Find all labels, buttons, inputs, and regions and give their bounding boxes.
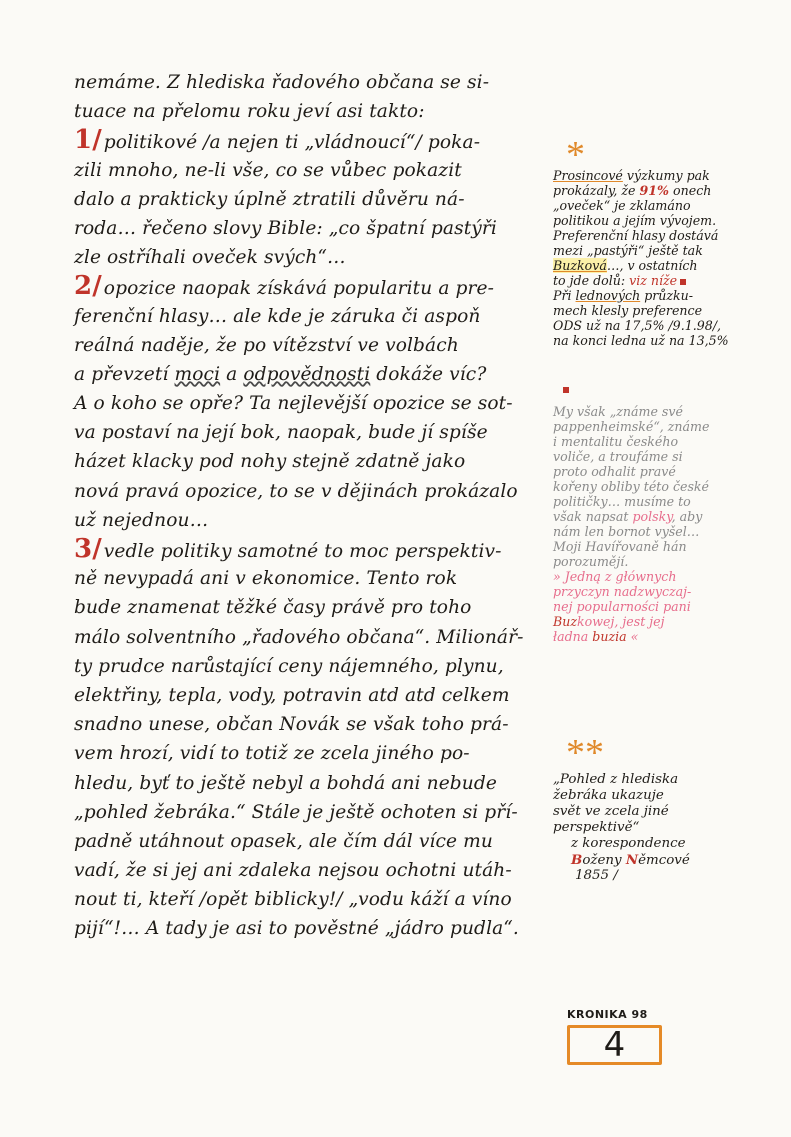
text-line: padně utáhnout opasek, ale čím dál více mu <box>74 830 493 852</box>
page-number: 4 <box>603 1025 626 1065</box>
note-line <box>553 258 787 273</box>
text-line: A o koho se opře? Ta nejlevější opozice se sot- <box>74 393 513 415</box>
note-span: prokázaly, že <box>553 183 636 198</box>
note-line: porozumějí. <box>553 554 629 569</box>
note-line: » Jedną z głównych <box>553 569 677 584</box>
note-line: svět ve zcela jiné <box>553 804 669 819</box>
note-line: My však „známe své <box>553 404 683 419</box>
point-number-3: 3/ <box>74 534 102 564</box>
note-line <box>553 629 787 644</box>
note-line: kořeny obliby této české <box>553 479 710 494</box>
text-line: roda… řečeno slovy Bible: „co špatní pastýři <box>74 217 497 239</box>
note-span: Prosincové <box>553 168 623 183</box>
text-line: bude znamenat těžké časy právě pro toho <box>74 597 472 619</box>
text-line: elektřiny, tepla, vody, potravin atd atd celkem <box>74 684 510 706</box>
note-span: « <box>626 629 639 644</box>
side-note-polish <box>553 404 787 644</box>
note-line: politikou a jejím vývojem. <box>553 213 717 228</box>
text-line: nová pravá opozice, to se v dějinách prokázalo <box>74 480 518 502</box>
point-number-1: 1/ <box>74 125 102 156</box>
text-line: už nejednou… <box>74 509 209 531</box>
page-number-box <box>567 1025 662 1065</box>
note-span: však napsat <box>553 509 629 524</box>
note-line: „Pohled z hlediska <box>553 772 679 787</box>
note-span: polsky <box>632 509 672 524</box>
text-line <box>74 126 552 155</box>
note-line: mezi „pastýři“ ještě tak <box>553 243 703 258</box>
name-buzkova: Buzková <box>553 258 607 273</box>
text-line <box>74 360 552 389</box>
note-span: oženy <box>582 853 626 868</box>
text-line: nout ti, kteří /opět biblicky!/ „vodu káží a víno <box>74 889 512 911</box>
text-span: politikové /a nejen ti „vládnoucí“/ poka- <box>103 132 481 154</box>
text-line: nemáme. Z hlediska řadového občana se si- <box>74 72 490 93</box>
note-span: Při <box>553 288 572 303</box>
note-line: mech klesly preference <box>553 303 703 318</box>
text-span: opozice naopak získává popularitu a pre- <box>103 278 494 300</box>
note-line <box>553 509 787 524</box>
text-line: ferenční hlasy… ale kde je záruka či aspoň <box>74 305 481 327</box>
point-number-2: 2/ <box>74 271 102 302</box>
note-span: to jde dolů: <box>553 273 626 288</box>
note-span: B <box>571 852 583 868</box>
note-span: , aby <box>671 509 703 524</box>
note-line <box>553 288 787 303</box>
text-span: vedle politiky samotné to moc perspektiv- <box>103 541 502 562</box>
text-line: tuace na přelomu roku jeví asi takto: <box>74 101 425 123</box>
note-line <box>553 183 787 198</box>
note-line: Moji Havířovaně hán <box>553 539 687 554</box>
text-line: zili mnoho, ne-li vše, co se vůbec pokazit <box>74 159 462 181</box>
note-line: voliče, a troufáme si <box>553 449 683 464</box>
note-span: kowej, jest jej <box>577 614 665 629</box>
note-line: žebráka ukazuje <box>553 788 664 803</box>
side-note-quote <box>553 772 787 884</box>
note-span: N <box>625 852 639 868</box>
note-line: na konci ledna už na 13,5% <box>553 333 729 348</box>
text-line: hledu, byť to ještě nebyl a bohdá ani nebude <box>74 772 497 794</box>
note-reference: viz níže <box>629 273 678 288</box>
text-line: reálná naděje, že po vítězství ve volbách <box>74 334 459 356</box>
note-span: ładna <box>553 629 593 644</box>
note-line <box>553 168 787 183</box>
note-span: ěmcové <box>638 853 690 868</box>
percent-highlight: 91% <box>639 183 670 198</box>
note-span: výzkumy pak <box>626 168 710 183</box>
text-line <box>74 535 552 564</box>
text-line: zle ostříhali oveček svých“… <box>74 247 346 269</box>
note-line: Preferenční hlasy dostává <box>553 228 719 243</box>
note-line: z korespondence <box>571 836 686 851</box>
underlined-word-odpovednosti: odpovědnosti <box>243 363 371 385</box>
note-line <box>553 852 787 868</box>
note-span: buzia <box>592 629 627 644</box>
note-line: nám len bornot vyšel… <box>553 524 700 539</box>
text-line: vem hrozí, vidí to totiž ze zcela jiného po- <box>74 743 470 765</box>
note-line: przyczyn nadzwyczaj- <box>553 584 692 599</box>
note-span: Buz <box>553 614 578 629</box>
text-line: „pohled žebráka.“ Stále je ještě ochoten si pří- <box>74 801 518 823</box>
note-line: političky… musíme to <box>553 494 691 509</box>
red-square-marker <box>563 387 569 393</box>
text-line: házet klacky pod nohy stejně zdatně jako <box>74 451 466 473</box>
text-span: dokáže víc? <box>376 363 487 385</box>
note-line: pappenheimské“, známe <box>553 419 710 434</box>
text-line: ty prudce narůstající ceny nájemného, plynu, <box>74 655 504 677</box>
note-line: i mentalitu českého <box>553 434 679 449</box>
text-span: a převzetí <box>74 363 169 385</box>
text-line: va postaví na její bok, naopak, bude jí spíše <box>74 422 488 444</box>
side-note-survey <box>553 168 787 348</box>
note-line: nej popularności pani <box>553 599 691 614</box>
double-asterisk-icon: ** <box>566 732 604 774</box>
text-line: vadí, že si jej ani zdaleka nejsou ochotni utáh- <box>74 860 512 882</box>
text-line: pijí“!… A tady je asi to pověstné „jádro pudla“. <box>74 918 519 940</box>
text-line: snadno unese, občan Novák se však toho prá- <box>74 714 509 736</box>
main-handwritten-text <box>74 68 552 944</box>
text-line: málo solventního „řadového občana“. Milionář- <box>74 626 524 648</box>
note-line: 1855 / <box>575 868 618 883</box>
red-square-marker <box>680 279 686 285</box>
note-span: onech <box>673 183 712 198</box>
text-line: ně nevypadá ani v ekonomice. Tento rok <box>74 568 458 590</box>
note-line: perspektivě“ <box>553 820 640 835</box>
note-line: proto odhalit pravé <box>553 464 676 479</box>
text-span: a <box>226 363 238 385</box>
asterisk-icon: * <box>566 134 585 176</box>
note-span: lednových <box>575 288 641 303</box>
text-line: dalo a prakticky úplně ztratili důvěru ná- <box>74 188 465 210</box>
note-line: „oveček“ je zklamáno <box>553 198 691 213</box>
note-line <box>553 273 787 288</box>
note-line: ODS už na 17,5% /9.1.98/, <box>553 318 721 333</box>
chronicle-label: KRONIKA 98 <box>567 1008 648 1021</box>
note-span: …, v ostatních <box>606 258 698 273</box>
text-line <box>74 272 552 301</box>
note-span: průzku- <box>644 288 694 303</box>
note-line <box>553 614 787 629</box>
underlined-word-moci: moci <box>174 363 221 385</box>
